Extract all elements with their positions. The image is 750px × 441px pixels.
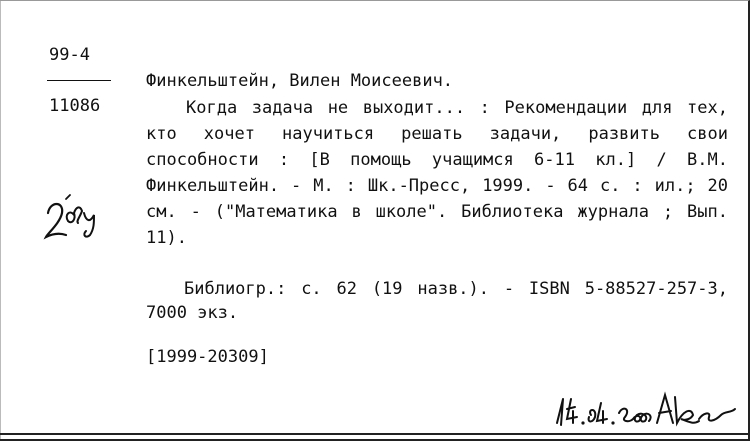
handwritten-mark <box>40 193 108 247</box>
bibliographic-description: Когда задача не выходит... : Рекомендации для тех, кто хочет научиться решать задачи, развить свои способности : [В помощь учащимся 6-11 кл.] / В.М. Финкельштейн. - М. : Шк.-Пресс, 1999. - 64 с. : ил.; 20 см. - ("Математика в школе". Библиотека журнала ; Вып. 11). <box>146 98 728 248</box>
bibliographic-notes: Библиогр.: с. 62 (19 назв.). - ISBN 5-88527-257-3, 7000 экз. <box>146 279 728 323</box>
signature-icon <box>553 389 743 433</box>
control-number: [1999-20309] <box>146 347 269 367</box>
handwritten-mark-icon <box>40 193 108 243</box>
call-number: 99-4 <box>49 45 90 65</box>
inventory-number: 11086 <box>49 96 101 116</box>
call-number-divider <box>47 80 111 81</box>
handwritten-date-signature <box>553 389 743 437</box>
card-left-edge <box>0 1 1 439</box>
card-bottom-edge <box>0 433 748 435</box>
author-heading: Финкельштейн, Вилен Моисеевич. <box>146 71 454 91</box>
